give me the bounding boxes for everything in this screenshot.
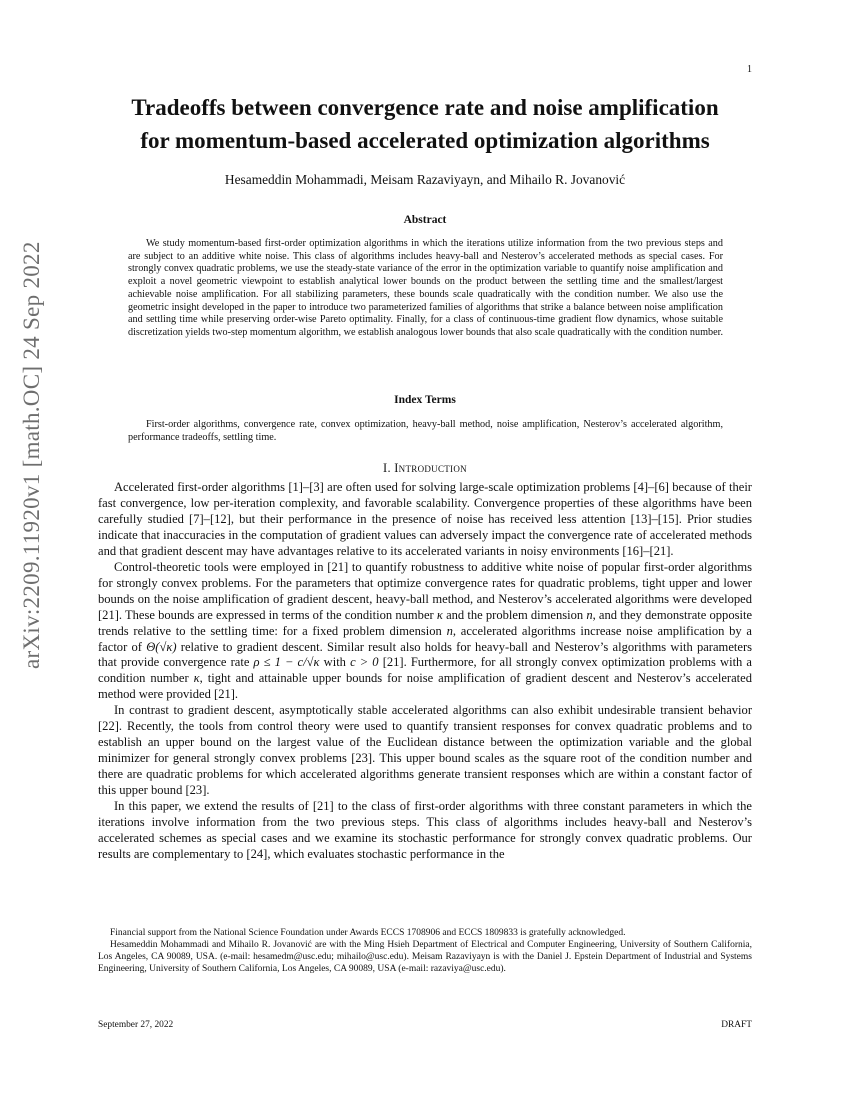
author-list: Hesameddin Mohammadi, Meisam Razaviyayn, and Mihailo R. Jovanović	[224, 172, 626, 187]
footer-draft-label: DRAFT	[721, 1020, 752, 1030]
page-number: 1	[747, 64, 752, 75]
p2-text-7: [21]. Furthermore, for all strongly convex optimization problems with a condition number	[98, 655, 752, 686]
abstract-heading: Abstract	[403, 214, 447, 226]
intro-paragraph-3: In contrast to gradient descent, asymptotically stable accelerated algorithms can also exhibit undesirable transient behavior [22]. Recently, the tools from control theory were used to quantify transient responses for convex quadratic problems and to establish an upper bound on the largest value of the Euclidean distance between the optimization variable and the global minimizer for general strongly convex problems [23]. This upper bound scales as the square root of the condition number and there are quadratic problems for which accelerated algorithms generate transient responses which are within a constant factor of this upper bound [23].	[98, 703, 752, 798]
title-line-1: Tradeoffs between convergence rate and noise amplification	[131, 95, 719, 120]
title-line-2: for momentum-based accelerated optimization algorithms	[140, 128, 710, 153]
n-symbol: n	[446, 623, 453, 638]
intro-paragraph-4: In this paper, we extend the results of [21] to the class of first-order algorithms with three constant parameters in which the iterations involve information from the two previous steps. This class of algorithms includes heavy-ball and Nesterov’s accelerated schemes as special cases and we examine its stochastic performance for strongly convex quadratic problems. Our results are complementary to [24], which evaluates stochastic performance in the	[98, 799, 752, 861]
index-terms-heading: Index Terms	[394, 394, 456, 406]
p2-text-8: , tight and attainable upper bounds for noise amplification of gradient descent and Nesterov’s accelerated method were provided [21].	[98, 671, 753, 702]
abstract-text: We study momentum-based first-order optimization algorithms in which the iterations utilize information from the two previous steps and are subject to an additive white noise. This class of algorithms includes heavy-ball and Nesterov’s accelerated methods as special cases. For strongly convex quadratic problems, we use the steady-state variance of the error in the optimization variable to quantify noise amplification and exploit a novel geometric viewpoint to establish analytical lower bounds on the product between the settling time and the smallest/largest achievable noise amplification. For all stabilizing parameters, these bounds scale quadratically with the condition number. We also use the geometric insight developed in the paper to introduce two parameterized families of algorithms that strike a balance between noise amplification and settling time while preserving order-wise Pareto optimality. Finally, for a class of continuous-time gradient flow dynamics, whose suitable discretization yields two-step momentum algorithm, we establish analogous lower bounds that also scale quadratically with the condition number.	[128, 238, 723, 338]
theta-sqrt-kappa-expression: Θ(√κ)	[146, 639, 177, 654]
p2-text-2: and the problem dimension	[446, 607, 584, 622]
funding-footnote: Financial support from the National Science Foundation under Awards ECCS 1708906 and ECCS 1809833 is gratefully acknowledged.	[110, 928, 626, 938]
p2-text-4: , accelerated algorithms increase noise amplification by a factor of	[98, 623, 753, 654]
p2-text-3: , and they demonstrate opposite trends relative to the settling time: for a fixed problem dimension	[98, 607, 753, 638]
kappa-symbol: κ	[193, 671, 200, 686]
kappa-symbol: κ	[436, 607, 443, 622]
paper-title	[90, 91, 760, 157]
p2-text-6: with	[323, 655, 346, 670]
n-symbol: n	[586, 607, 593, 622]
rho-bound-expression: ρ ≤ 1 − c/√κ	[253, 655, 320, 670]
arxiv-identifier-stamp: arXiv:2209.11920v1 [math.OC] 24 Sep 2022	[19, 241, 44, 669]
affiliation-footnote: Hesameddin Mohammadi and Mihailo R. Jovanović are with the Ming Hsieh Department of Electrical and Computer Engineering, University of Southern California, Los Angeles, CA 90089, USA. (e-mail: hesamedm@usc.edu; mihailo@usc.edu). Meisam Razaviyayn is with the Daniel J. Epstein Department of Industrial and Systems Engineering, University of Southern California, Los Angeles, CA 90089, USA (e-mail: razaviya@usc.edu).	[98, 939, 752, 974]
footnotes	[98, 928, 752, 976]
intro-paragraph-1: Accelerated first-order algorithms [1]–[3] are often used for solving large-scale optimization problems [4]–[6] because of their fast convergence, low per-iteration complexity, and favorable scalability. Convergence properties of these algorithms have been carefully studied [7]–[12], but their performance in the presence of noise has received less attention [13]–[15]. Prior studies indicate that inaccuracies in the computation of gradient values can adversely impact the convergence rate of accelerated methods and that gradient descent may have advantages relative to its accelerated variants in noisy environments [16]–[21].	[98, 480, 752, 558]
introduction-body	[98, 480, 752, 863]
introduction-heading: I. Introduction	[383, 461, 467, 475]
index-terms-text: First-order algorithms, convergence rate, convex optimization, heavy-ball method, noise amplification, Nesterov’s accelerated algorithm, performance tradeoffs, settling time.	[128, 419, 723, 443]
c-positive-expression: c > 0	[350, 655, 379, 670]
p2-text-1: Control-theoretic tools were employed in [21] to quantify robustness to additive white noise of popular first-order algorithms for strongly convex problems. For the parameters that optimize convergence rates for quadratic problems, tight upper and lower bounds on the noise amplification of gradient descent, heavy-ball method, and Nesterov’s accelerated algorithms were developed [21]. These bounds are expressed in terms of the condition number	[98, 559, 752, 622]
p2-text-5: relative to gradient descent. Similar result also holds for heavy-ball and Nesterov’s algorithms with parameters that provide convergence rate	[98, 639, 752, 670]
intro-paragraph-2	[98, 560, 752, 704]
footer-date: September 27, 2022	[98, 1020, 174, 1030]
